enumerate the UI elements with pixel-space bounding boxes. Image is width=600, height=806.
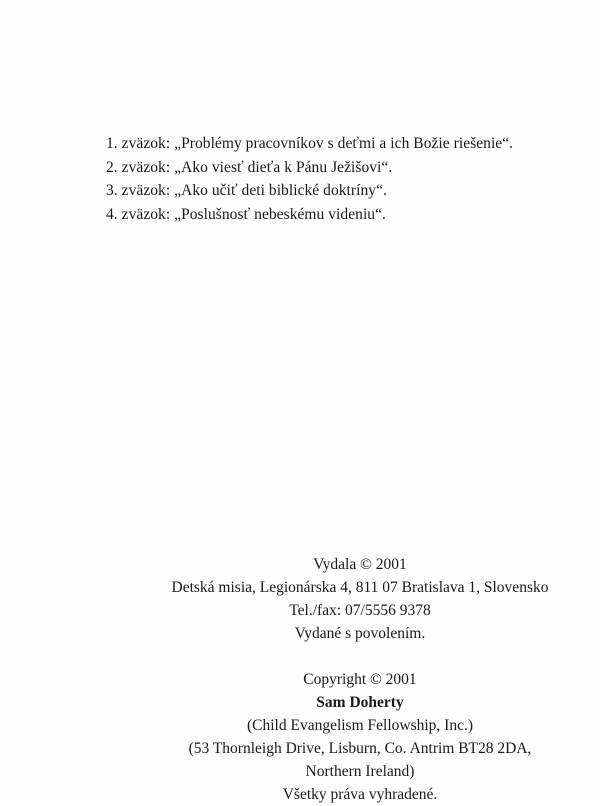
volume-number: 1. (106, 135, 118, 152)
volume-item (106, 203, 513, 227)
publisher-address: Detská misia, Legionárska 4, 811 07 Bratislava 1, Slovensko (171, 579, 549, 596)
volume-number: 2. (106, 158, 118, 176)
publisher-phone: Tel./fax: 07/5556 9378 (289, 602, 431, 619)
publisher-block (0, 553, 600, 645)
volume-item (106, 156, 513, 180)
volume-number: 3. (106, 182, 118, 199)
volume-number: 4. (106, 205, 118, 223)
volume-list (106, 132, 513, 226)
volume-item (106, 179, 513, 203)
volume-item (106, 132, 513, 156)
volume-title: „Ako učiť deti biblické doktríny“. (174, 182, 387, 199)
volume-label: zväzok: (121, 205, 171, 223)
organization-address: (53 Thornleigh Drive, Lisburn, Co. Antrim BT28 2DA, (188, 740, 532, 757)
organization-country: Northern Ireland) (305, 763, 415, 780)
organization-name: (Child Evangelism Fellowship, Inc.) (246, 717, 473, 734)
published-by: Vydala © 2001 (313, 556, 407, 573)
copyright-notice: Copyright © 2001 (303, 671, 417, 688)
volume-title: „Problémy pracovníkov s deťmi a ich Božie riešenie“. (174, 135, 514, 152)
volume-title: „Ako viesť dieťa k Pánu Ježišovi“. (174, 158, 393, 176)
volume-title: „Poslušnosť nebeskému videniu“. (174, 205, 386, 223)
publication-permission: Vydané s povolením. (294, 625, 426, 642)
volume-label: zväzok: (121, 135, 171, 152)
volume-label: zväzok: (121, 158, 171, 176)
author-name: Sam Doherty (316, 694, 404, 711)
copyright-block (0, 668, 600, 806)
rights-reserved: Všetky práva vyhradené. (282, 786, 438, 803)
volume-label: zväzok: (121, 182, 171, 199)
